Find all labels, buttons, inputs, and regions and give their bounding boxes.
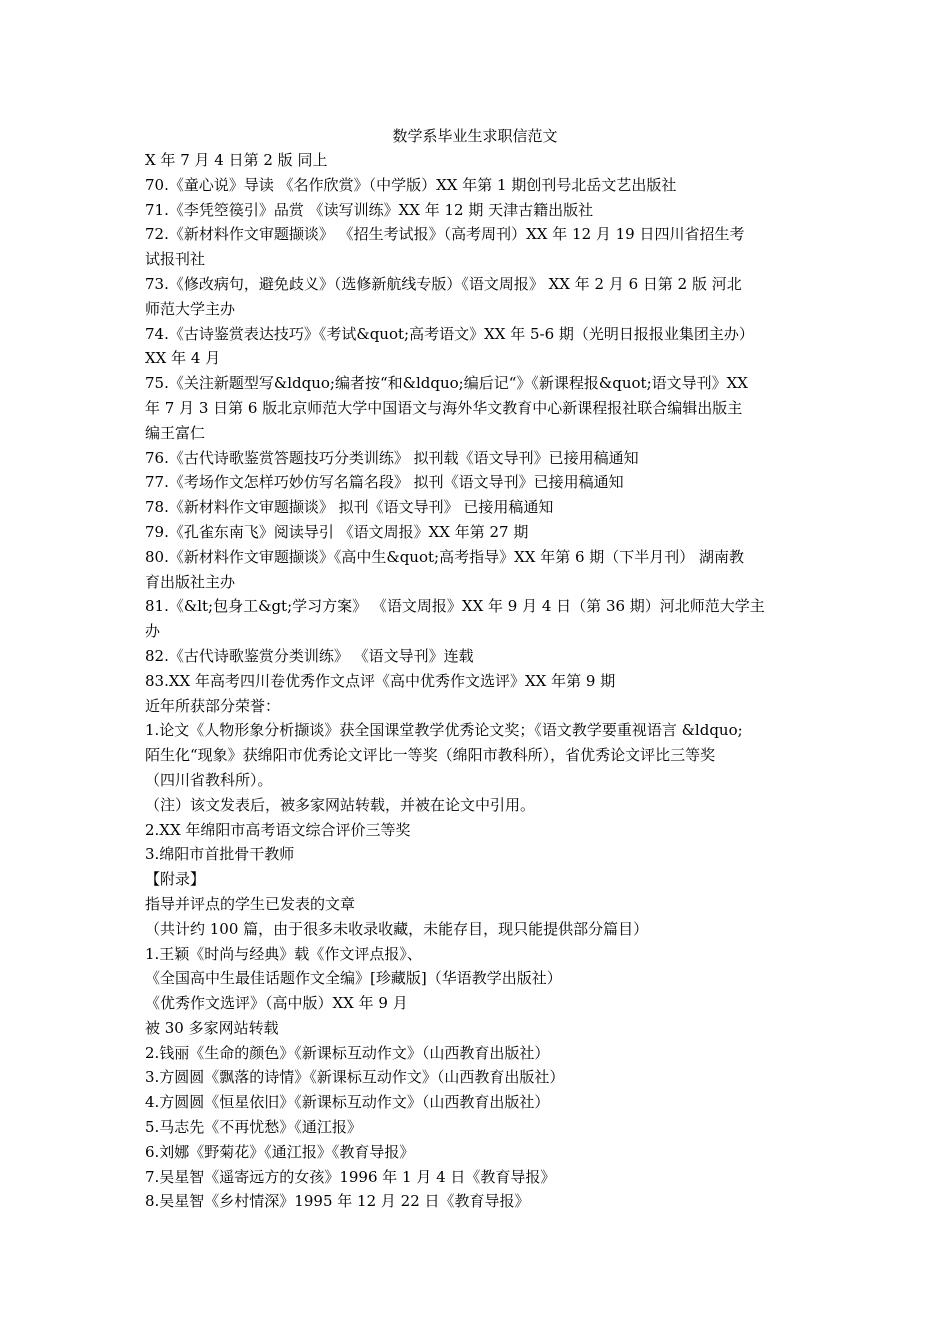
text-line: 5.马志先《不再忧愁》《通江报》 xyxy=(145,1118,362,1137)
text-line: 71.《李凭箜篌引》品赏 《读写训练》XX 年 12 期 天津古籍出版社 xyxy=(145,200,594,219)
text-line: （四川省教科所）。 xyxy=(145,770,273,789)
text-line: 4.方圆圆《恒星依旧》《新课标互动作文》（山西教育出版社） xyxy=(145,1093,550,1112)
text-line: 82.《古代诗歌鉴赏分类训练》 《语文导刊》连载 xyxy=(145,646,474,665)
text-line: 77.《考场作文怎样巧妙仿写名篇名段》 拟刊《语文导刊》已接用稿通知 xyxy=(145,473,624,492)
text-line: 被 30 多家网站转载 xyxy=(145,1018,279,1037)
document-title: 数学系毕业生求职信范文 xyxy=(392,127,558,145)
section-heading: 【附录】 xyxy=(145,870,206,889)
text-line: 年 7 月 3 日第 6 版北京师范大学中国语文与海外华文教育中心新课程报社联合编辑出版主 xyxy=(145,398,743,417)
text-line: 1.论文《人物形象分析撷谈》获全国课堂教学优秀论文奖；《语文教学要重视语言 &ldquo; xyxy=(145,721,743,740)
text-line: 83.XX 年高考四川卷优秀作文点评《高中优秀作文选评》XX 年第 9 期 xyxy=(145,671,616,690)
text-line: 73.《修改病句，避免歧义》（选修新航线专版）《语文周报》 XX 年 2 月 6 日第 2 版 河北 xyxy=(145,274,742,293)
text-line: 70.《童心说》导读 《名作欣赏》（中学版）XX 年第 1 期创刊号北岳文艺出版社 xyxy=(145,175,677,194)
text-line: 《优秀作文选评》（高中版）XX 年 9 月 xyxy=(145,994,408,1013)
text-line: 72.《新材料作文审题撷谈》 《招生考试报》（高考周刊）XX 年 12 月 19 日四川省招生考 xyxy=(145,225,745,244)
text-line: 79.《孔雀东南飞》阅读导引 《语文周报》XX 年第 27 期 xyxy=(145,522,529,541)
section-heading: 近年所获部分荣誉： xyxy=(145,696,281,715)
text-line: 育出版社主办 xyxy=(145,572,236,591)
text-line: 81.《&lt;包身工&gt;学习方案》 《语文周报》XX 年 9 月 4 日（第 36 期）河北师范大学主 xyxy=(145,597,765,616)
text-line: 3.绵阳市首批骨干教师 xyxy=(145,845,295,864)
text-line: 78.《新材料作文审题撷谈》 拟刊《语文导刊》 已接用稿通知 xyxy=(145,498,554,517)
document-body xyxy=(145,148,813,1214)
text-line: 办 xyxy=(145,622,161,641)
text-line: 3.方圆圆《飘落的诗情》《新课标互动作文》（山西教育出版社） xyxy=(145,1068,565,1087)
text-line: 《全国高中生最佳话题作文全编》[珍藏版]（华语教学出版社） xyxy=(145,969,562,988)
text-line: XX 年 4 月 xyxy=(145,349,221,368)
text-line: 指导并评点的学生已发表的文章 xyxy=(145,894,356,913)
text-line: 试报刊社 xyxy=(145,250,206,269)
text-line: 1.王颖《时尚与经典》载《作文评点报》、 xyxy=(145,944,422,963)
text-line: （注）该文发表后，被多家网站转载，并被在论文中引用。 xyxy=(145,795,536,814)
text-line: X 年 7 月 4 日第 2 版 同上 xyxy=(145,151,328,169)
text-line: 2.XX 年绵阳市高考语文综合评价三等奖 xyxy=(145,820,411,839)
text-line: 74.《古诗鉴赏表达技巧》《考试&quot;高考语文》XX 年 5-6 期（光明日报报业集团主办） xyxy=(145,324,754,343)
text-line: 2.钱丽《生命的颜色》《新课标互动作文》（山西教育出版社） xyxy=(145,1043,550,1062)
text-line: （共计约 100 篇，由于很多未收录收藏，未能存目，现只能提供部分篇目） xyxy=(145,919,649,938)
text-line: 75.《关注新题型写&ldquo;编者按“和&ldquo;编后记“》《新课程报&quot;语文导刊》XX xyxy=(145,374,748,393)
text-line: 师范大学主办 xyxy=(145,299,236,318)
text-line: 8.吴星智《乡村情深》1995 年 12 月 22 日《教育导报》 xyxy=(145,1192,530,1211)
text-line: 80.《新材料作文审题撷谈》《高中生&quot;高考指导》XX 年第 6 期（下半月刊） 湖南教 xyxy=(145,547,745,566)
text-line: 6.刘娜《野菊花》《通江报》《教育导报》 xyxy=(145,1142,415,1161)
text-line: 编王富仁 xyxy=(145,423,206,442)
text-line: 陌生化“现象》获绵阳市优秀论文评比一等奖（绵阳市教科所），省优秀论文评比三等奖 xyxy=(145,746,716,765)
text-line: 7.吴星智《遥寄远方的女孩》1996 年 1 月 4 日《教育导报》 xyxy=(145,1167,556,1186)
text-line: 76.《古代诗歌鉴赏答题技巧分类训练》 拟刊载《语文导刊》已接用稿通知 xyxy=(145,448,639,467)
